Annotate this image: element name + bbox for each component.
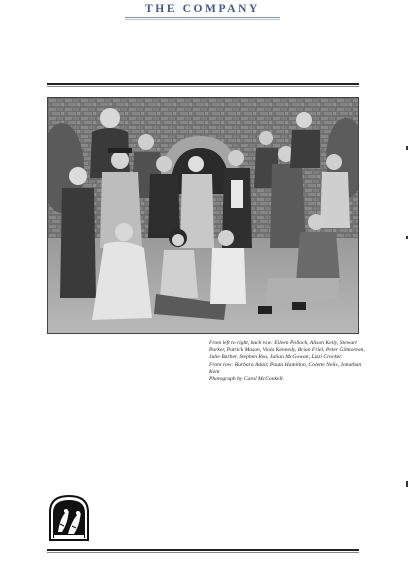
photo-caption (209, 340, 369, 383)
bottom-rule-thin (47, 552, 359, 553)
group-photograph (47, 97, 359, 334)
bottom-rule (47, 549, 359, 551)
top-rule (47, 83, 359, 85)
edge-mark (406, 146, 408, 150)
title-underline (125, 17, 280, 18)
edge-mark (406, 481, 408, 487)
caption-credit: Photograph by Carol McConkell. (209, 376, 284, 383)
page-title: THE COMPANY (145, 3, 260, 15)
caption-front-row: Front row: Barbara Adair, Paula Hamilton, Colette Nelis, Jonathan Kent (209, 361, 362, 375)
top-rule-thin (47, 86, 359, 87)
bird-emblem-icon (46, 494, 92, 542)
title-underline-secondary (125, 19, 280, 20)
edge-mark (406, 236, 408, 239)
page-header (125, 0, 280, 22)
caption-back-row: From left to right, back row: Eileen Pollock, Alison Kelly, Stewart Parker, Patrick Mason, Viola Kennedy, Brian Friel, Peter Gilmorean, Julie Barber, Stephen Rea, Julian McGowan, Lizzi Crocker. (209, 340, 365, 361)
photograph-image (48, 98, 358, 333)
